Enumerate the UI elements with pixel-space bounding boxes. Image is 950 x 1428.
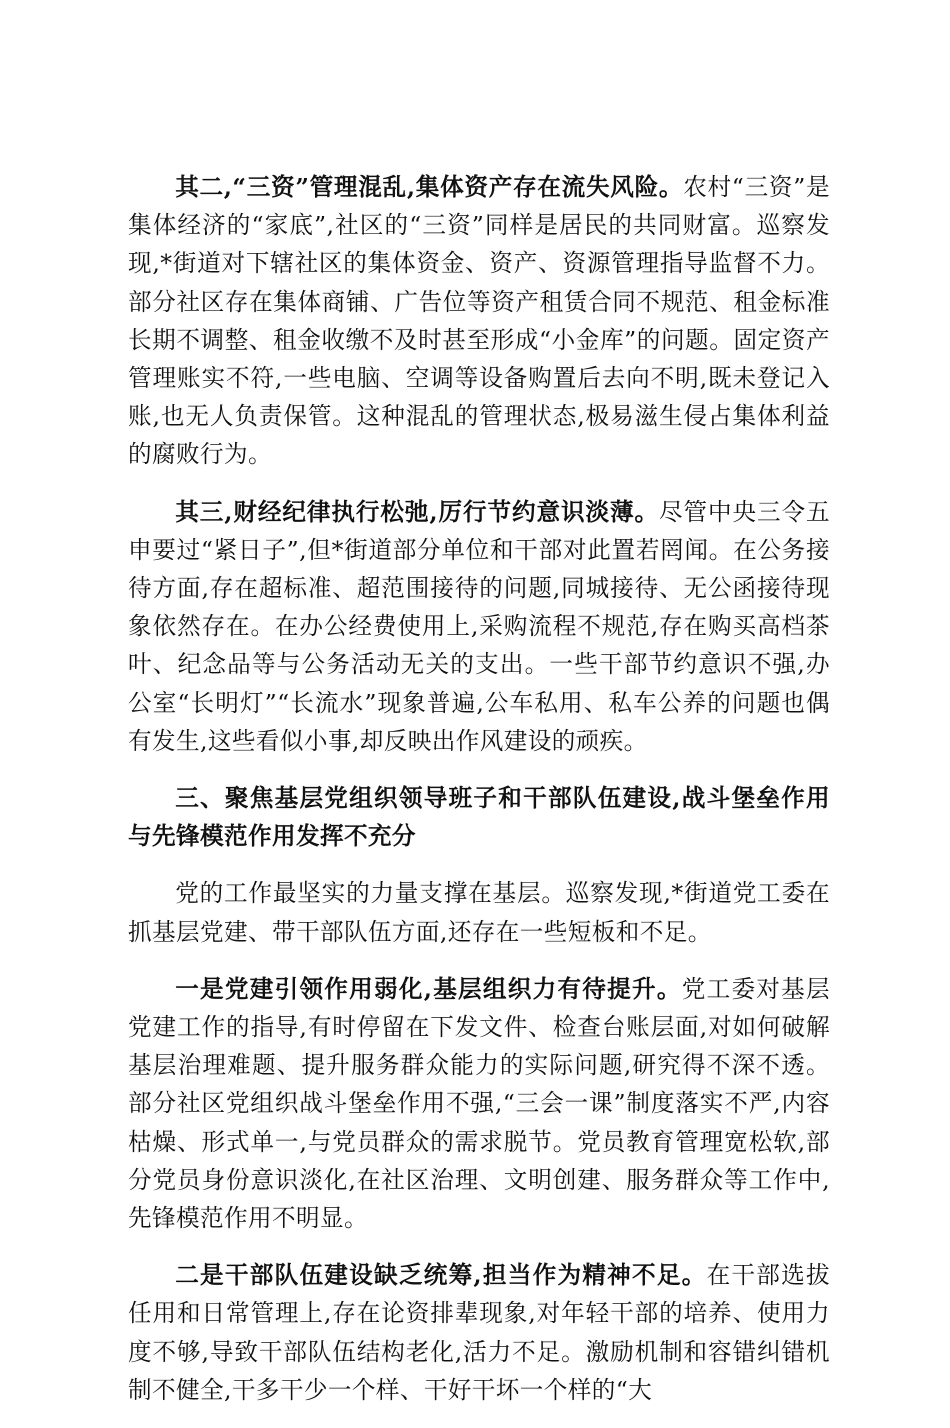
paragraph-intro — [128, 874, 830, 950]
paragraph-sanzi — [128, 168, 830, 474]
paragraph-lead: 一是党建引领作用弱化,基层组织力有待提升。 — [175, 974, 682, 1003]
paragraph-body: 在干部选拔任用和日常管理上,存在论资排辈现象,对年轻干部的培养、使用力度不够,导致干部队伍结构老化,活力不足。激励机制和容错纠错机制不健全,干多干少一个样、干好干坏一个样的“大 — [128, 1261, 831, 1404]
paragraph-body: 农村“三资”是集体经济的“家底”,社区的“三资”同样是居民的共同财富。巡察发现,*街道对下辖社区的集体资金、资产、资源管理指导监督不力。部分社区存在集体商铺、广告位等资产租赁合同不规范、租金标准长期不调整、租金收缴不及时甚至形成“小金库”的问题。固定资产管理账实不符,一些电脑、空调等设备购置后去向不明,既未登记入账,也无人负责保管。这种混乱的管理状态,极易滋生侵占集体利益的腐败行为。 — [128, 173, 830, 469]
section-heading: 三、聚焦基层党组织领导班子和干部队伍建设,战斗堡垒作用与先锋模范作用发挥不充分 — [128, 784, 830, 851]
paragraph-dangjian — [128, 970, 830, 1237]
paragraph-lead: 其二,“三资”管理混乱,集体资产存在流失风险。 — [175, 173, 684, 201]
document-page — [128, 168, 830, 1428]
paragraph-lead: 二是干部队伍建设缺乏统筹,担当作为精神不足。 — [175, 1261, 707, 1290]
paragraph-lead: 其三,财经纪律执行松弛,厉行节约意识淡薄。 — [175, 497, 659, 526]
paragraph-body: 党的工作最坚实的力量支撑在基层。巡察发现,*街道党工委在抓基层党建、带干部队伍方面,还存在一些短板和不足。 — [128, 879, 830, 946]
paragraph-caijing — [128, 493, 830, 760]
paragraph-body: 尽管中央三令五申要过“紧日子”,但*街道部分单位和干部对此置若罔闻。在公务接待方面,存在超标准、超范围接待的问题,同城接待、无公函接待现象依然存在。在办公经费使用上,采购流程不规范,存在购买高档茶叶、纪念品等与公务活动无关的支出。一些干部节约意识不强,办公室“长明灯”“长流水”现象普遍,公车私用、私车公养的问题也偶有发生,这些看似小事,却反映出作风建设的顽疾。 — [128, 497, 830, 755]
paragraph-body: 党工委对基层党建工作的指导,有时停留在下发文件、检查台账层面,对如何破解基层治理难题、提升服务群众能力的实际问题,研究得不深不透。部分社区党组织战斗堡垒作用不强,“三会一课”制度落实不严,内容枯燥、形式单一,与党员群众的需求脱节。党员教育管理宽松软,部分党员身份意识淡化,在社区治理、文明创建、服务群众等工作中,先锋模范作用不明显。 — [128, 974, 830, 1233]
paragraph-ganbu — [128, 1256, 830, 1409]
